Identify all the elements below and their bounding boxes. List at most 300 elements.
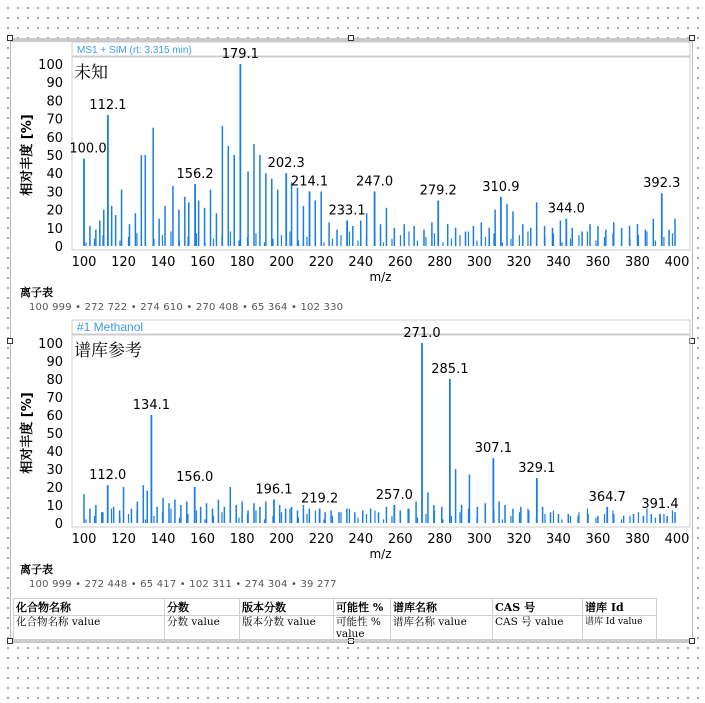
spectrum-peak-labeled xyxy=(239,64,241,246)
spectrum-peak xyxy=(666,516,668,523)
spectrum-peak xyxy=(180,505,182,523)
y-axis-label: 相对丰度 [%] xyxy=(20,114,35,196)
spectrum-peak xyxy=(349,509,350,523)
x-tick-label: 380 xyxy=(625,255,650,270)
spectrum-peak xyxy=(291,182,293,246)
spectrum-peak xyxy=(451,239,452,246)
spectrum-peak xyxy=(218,500,220,523)
spectrum-peak xyxy=(196,233,197,246)
spectrum-peak-labeled xyxy=(565,219,567,246)
spectrum-peak xyxy=(646,231,647,246)
spectrum-peak xyxy=(281,512,282,523)
spectrum-peak xyxy=(366,237,367,246)
peak-label: 279.2 xyxy=(419,183,457,199)
spectrum-peak xyxy=(168,503,170,523)
spectrum-peak xyxy=(145,242,146,246)
column-header[interactable]: 化合物名称 xyxy=(14,599,165,616)
spectrum-peak xyxy=(455,469,457,523)
table-cell: CAS 号 value xyxy=(493,616,583,641)
spectrum-peak xyxy=(113,507,115,523)
spectrum-peak xyxy=(434,233,435,246)
x-axis-label: m/z xyxy=(369,270,392,284)
spectrum-peak xyxy=(621,519,622,523)
spectrum-peak xyxy=(558,514,560,523)
spectrum-peak xyxy=(370,509,372,523)
table-cell: 可能性 % value xyxy=(334,616,391,641)
y-tick-label: 40 xyxy=(46,445,63,460)
spectrum-peak xyxy=(459,512,460,523)
spectrum-peak-labeled xyxy=(309,191,311,246)
spectrum-peak xyxy=(623,516,625,523)
spectrum-peak xyxy=(383,242,384,246)
spectrum-peak-labeled xyxy=(107,115,109,246)
column-header[interactable]: 分数 xyxy=(165,599,240,616)
spectrum-peak xyxy=(451,516,452,523)
spectrum-peak xyxy=(468,231,469,246)
spectrum-peak xyxy=(89,509,91,523)
spectrum-peak xyxy=(352,226,354,246)
spectrum-peak xyxy=(264,519,265,523)
spectrum-peak xyxy=(459,235,460,246)
spectrum-peak xyxy=(309,509,311,523)
spectrum-peak xyxy=(119,241,120,246)
spectrum-peak xyxy=(153,516,154,523)
spectrum-peak xyxy=(612,510,613,523)
spectrum-peak xyxy=(488,228,490,246)
spectrum-peak xyxy=(210,190,212,246)
spectrum-peak xyxy=(380,224,382,246)
spectrum-peak xyxy=(522,224,524,246)
spectrum-peak xyxy=(655,518,656,523)
spectrum-peak xyxy=(651,514,653,523)
y-tick-label: 50 xyxy=(46,149,63,164)
x-tick-label: 360 xyxy=(585,255,611,270)
spectrum-peak xyxy=(595,241,596,246)
peak-label: 112.1 xyxy=(89,97,127,113)
spectrum-peak xyxy=(415,501,417,523)
spectrum-peak xyxy=(476,518,477,523)
spectrum-peak-labeled xyxy=(421,343,423,523)
spectrum-peak xyxy=(442,519,443,523)
resize-handle-bottom-right[interactable] xyxy=(689,638,695,644)
spectrum-peak xyxy=(645,230,647,246)
spectrum-peak xyxy=(527,231,528,246)
spectrum-peak xyxy=(121,190,123,246)
spectrum-peak xyxy=(504,505,506,523)
spectrum-peak xyxy=(542,507,544,523)
spectrum-peak xyxy=(587,231,588,246)
spectrum-peak xyxy=(595,518,596,523)
y-tick-label: 60 xyxy=(46,409,63,424)
spectrum-peak xyxy=(158,219,160,246)
x-tick-label: 400 xyxy=(664,255,690,270)
spectrum-peak xyxy=(561,242,562,246)
x-tick-label: 400 xyxy=(664,532,690,547)
peak-label: 156.2 xyxy=(176,167,214,183)
spectrum-peak xyxy=(536,241,537,246)
ion-table-values: 100 999 • 272 722 • 274 610 • 270 408 • 65 364 • 102 330 xyxy=(29,302,344,313)
spectrum-peak xyxy=(668,230,670,246)
spectrum-peak xyxy=(655,241,656,246)
peak-label: 391.4 xyxy=(641,497,679,512)
peak-label: 364.7 xyxy=(588,489,626,505)
spectrum-peak-labeled xyxy=(659,514,661,523)
spectrum-peak xyxy=(179,241,180,246)
x-tick-label: 320 xyxy=(506,255,532,270)
spectrum-peak xyxy=(455,228,457,246)
spectrum-peak xyxy=(247,171,249,246)
column-header[interactable]: 版本分数 xyxy=(240,599,334,616)
spectrum-peak xyxy=(550,512,552,523)
spectrum-peak xyxy=(354,512,356,523)
spectrum-peak xyxy=(306,514,307,523)
x-tick-label: 300 xyxy=(466,532,492,547)
spectrum-peak xyxy=(349,231,350,246)
spectrum-peak xyxy=(512,211,514,246)
spectrum-peak xyxy=(153,239,154,246)
spectrum-peak-labeled xyxy=(107,485,109,523)
spectrum-peak xyxy=(186,501,188,523)
spectrum-peak xyxy=(162,512,163,523)
column-header[interactable]: CAS 号 xyxy=(493,599,583,616)
spectrum-peak xyxy=(281,235,282,246)
spectrum-peak xyxy=(519,512,520,523)
spectrum-peak xyxy=(135,213,137,246)
unknown-spectrum-chart xyxy=(0,40,705,290)
y-tick-label: 20 xyxy=(46,203,63,219)
spectrum-peak xyxy=(233,155,235,246)
spectrum-peak xyxy=(111,509,112,523)
spectrum-peak xyxy=(323,242,324,246)
spectrum-peak xyxy=(136,510,137,523)
spectrum-peak xyxy=(383,519,384,523)
y-tick-label: 100 xyxy=(38,337,63,352)
spectrum-peak xyxy=(604,514,605,523)
spectrum-peak xyxy=(570,516,571,523)
spectrum-peak xyxy=(400,512,401,523)
spectrum-peak xyxy=(85,242,86,246)
spectrum-peak xyxy=(247,514,248,523)
spectrum-peak xyxy=(247,237,248,246)
y-tick-label: 90 xyxy=(46,355,63,370)
spectrum-peak xyxy=(328,222,330,246)
spectrum-peak xyxy=(481,222,483,246)
spectrum-peak xyxy=(346,509,348,523)
x-tick-label: 300 xyxy=(466,255,492,270)
spectrum-peak xyxy=(633,514,635,523)
spectrum-peak-labeled xyxy=(194,487,196,523)
spectrum-peak xyxy=(272,239,273,246)
spectrum-peak xyxy=(164,206,166,246)
x-axis-label: m/z xyxy=(369,547,392,561)
spectrum-peak xyxy=(187,514,188,523)
spectrum-peak xyxy=(119,518,120,523)
spectrum-peak-labeled xyxy=(273,500,275,523)
x-tick-label: 240 xyxy=(348,255,374,270)
spectrum-peak xyxy=(221,512,222,523)
spectrum-peak xyxy=(386,507,388,523)
spectrum-peak-labeled xyxy=(319,509,321,523)
x-tick-label: 340 xyxy=(545,532,571,547)
library-spectrum-chart xyxy=(0,318,705,568)
y-tick-label: 10 xyxy=(46,221,63,237)
spectrum-peak xyxy=(605,230,607,246)
spectrum-peak xyxy=(230,231,231,246)
peak-label: 196.1 xyxy=(255,482,293,498)
y-tick-label: 30 xyxy=(46,185,63,201)
spectrum-peak xyxy=(102,512,103,523)
spectrum-peak xyxy=(279,505,281,523)
spectrum-peak-labeled xyxy=(492,458,494,523)
spectrum-peak xyxy=(340,512,341,523)
spectrum-peak xyxy=(315,510,316,523)
y-tick-label: 80 xyxy=(46,94,63,110)
spectrum-peak-labeled xyxy=(500,197,502,246)
spectrum-peak xyxy=(264,242,265,246)
spectrum-peak xyxy=(213,239,214,246)
spectrum-peak xyxy=(141,155,143,246)
spectrum-peak xyxy=(128,514,129,523)
spectrum-peak xyxy=(298,241,299,246)
spectrum-peak xyxy=(204,208,206,246)
spectrum-peak xyxy=(431,222,433,246)
spectrum-peak xyxy=(131,509,133,523)
spectrum-peak xyxy=(204,242,205,246)
spectrum-peak xyxy=(597,226,599,246)
spectrum-peak xyxy=(612,233,613,246)
spectrum-peak xyxy=(101,512,103,523)
spectrum-peak-labeled xyxy=(374,191,376,246)
peak-label: 344.0 xyxy=(547,201,585,217)
chart-header-label: MS1 + SIM (rt: 3.315 min) xyxy=(77,45,192,56)
peak-label: 247.0 xyxy=(355,174,394,190)
spectrum-peak xyxy=(89,226,91,246)
spectrum-peak xyxy=(366,514,367,523)
spectrum-peak xyxy=(425,237,426,246)
spectrum-peak xyxy=(493,233,494,246)
x-tick-label: 260 xyxy=(387,255,413,270)
spectrum-peak xyxy=(238,518,239,523)
spectrum-peak xyxy=(306,237,307,246)
spectrum-peak xyxy=(216,213,218,246)
spectrum-peak xyxy=(170,231,171,246)
spectrum-peak xyxy=(143,485,145,523)
spectrum-peak xyxy=(520,507,522,523)
spectrum-peak xyxy=(238,241,239,246)
spectrum-peak xyxy=(259,507,261,523)
spectrum-peak xyxy=(476,241,477,246)
chart-header-bar xyxy=(72,320,690,334)
spectrum-peak xyxy=(235,505,237,523)
peak-label: 134.1 xyxy=(132,398,171,413)
y-tick-label: 10 xyxy=(46,499,63,514)
x-tick-label: 380 xyxy=(625,532,650,547)
spectrum-peak xyxy=(338,512,340,523)
spectrum-peak-labeled xyxy=(449,379,451,523)
spectrum-peak-labeled xyxy=(606,507,608,523)
spectrum-peak xyxy=(204,519,205,523)
x-tick-label: 360 xyxy=(585,532,611,547)
peak-label: 100.0 xyxy=(69,141,107,157)
spectrum-peak xyxy=(241,501,243,523)
spectrum-peak xyxy=(330,510,332,523)
spectrum-peak xyxy=(423,230,425,246)
spectrum-peak xyxy=(206,503,208,523)
spectrum-peak xyxy=(561,519,562,523)
spectrum-peak xyxy=(461,505,463,523)
spectrum-peak xyxy=(638,512,639,523)
spectrum-peak xyxy=(324,512,326,523)
spectrum-peak xyxy=(360,221,362,246)
spectrum-peak xyxy=(581,231,583,246)
spectrum-peak xyxy=(570,239,571,246)
peak-label: 257.0 xyxy=(375,488,413,503)
spectrum-peak xyxy=(519,235,520,246)
spectrum-peak xyxy=(332,516,333,523)
spectrum-peak xyxy=(277,190,279,246)
spectrum-peak-labeled xyxy=(285,173,287,246)
spectrum-peak xyxy=(123,487,125,523)
spectrum-peak-labeled xyxy=(536,478,538,523)
spectrum-peak xyxy=(200,507,202,523)
spectrum-peak xyxy=(172,186,174,246)
column-header[interactable]: 谱库 Id xyxy=(583,599,657,616)
spectrum-peak xyxy=(434,510,435,523)
peak-label: 179.1 xyxy=(221,47,259,62)
spectrum-peak xyxy=(674,512,676,523)
spectrum-peak xyxy=(228,146,230,246)
spectrum-peak xyxy=(357,518,358,523)
spectrum-peak xyxy=(303,505,305,523)
spectrum-peak xyxy=(196,510,197,523)
spectrum-peak xyxy=(663,514,664,523)
spectrum-peak xyxy=(417,518,418,523)
spectrum-peak xyxy=(527,509,528,523)
spectrum-peak xyxy=(560,221,562,246)
spectrum-peak xyxy=(94,239,95,246)
spectrum-peak xyxy=(332,239,333,246)
spectrum-peak xyxy=(147,491,149,523)
spectrum-peak xyxy=(442,242,443,246)
x-tick-label: 220 xyxy=(308,532,334,547)
spectrum-peak xyxy=(391,516,392,523)
spectrum-peak xyxy=(255,510,256,523)
x-tick-label: 280 xyxy=(427,255,453,270)
search-results-table xyxy=(13,598,657,641)
x-tick-label: 120 xyxy=(111,532,136,547)
spectrum-peak xyxy=(128,237,129,246)
spectrum-peak-labeled xyxy=(346,221,348,246)
spectrum-peak xyxy=(413,226,415,246)
spectrum-peak xyxy=(417,241,418,246)
x-tick-label: 140 xyxy=(150,532,176,547)
table-cell: 谱库 Id value xyxy=(583,616,657,641)
table-row[interactable] xyxy=(14,616,657,641)
spectrum-peak xyxy=(170,509,171,523)
spectrum-peak xyxy=(265,501,267,523)
spectrum-peak xyxy=(230,509,231,523)
y-tick-label: 30 xyxy=(46,463,63,478)
spectrum-peak xyxy=(544,514,545,523)
spectrum-peak xyxy=(568,514,570,523)
spectrum-peak xyxy=(224,507,226,523)
x-tick-label: 200 xyxy=(269,255,295,270)
column-header[interactable]: 可能性 % xyxy=(334,599,391,616)
chart-title: 谱库参考 xyxy=(74,341,142,361)
spectrum-peak xyxy=(400,235,401,246)
spectrum-peak xyxy=(222,126,224,246)
x-tick-label: 220 xyxy=(308,255,334,270)
chart-header-label: #1 Methanol xyxy=(77,320,144,334)
spectrum-peak xyxy=(553,510,554,523)
peak-label: 329.1 xyxy=(518,461,556,476)
spectrum-peak-labeled xyxy=(151,415,153,523)
spectrum-peak xyxy=(111,231,112,246)
spectrum-peak xyxy=(336,230,338,246)
spectrum-peak xyxy=(604,237,605,246)
x-tick-label: 180 xyxy=(229,532,255,547)
y-tick-label: 100 xyxy=(38,58,63,73)
spectrum-peak-labeled xyxy=(661,193,663,246)
spectrum-peak xyxy=(95,230,97,246)
spectrum-peak xyxy=(136,233,137,246)
spectrum-peak xyxy=(530,228,532,246)
peak-label: 392.3 xyxy=(643,176,681,192)
peak-label: 156.0 xyxy=(176,470,214,485)
spectrum-peak xyxy=(663,237,664,246)
spectrum-peak xyxy=(403,224,405,246)
spectrum-peak xyxy=(597,516,599,523)
x-tick-label: 160 xyxy=(190,255,216,270)
spectrum-peak-labeled xyxy=(194,184,196,246)
spectrum-peak xyxy=(271,179,273,246)
spectrum-peak xyxy=(672,233,673,246)
spectrum-peak xyxy=(510,239,511,246)
spectrum-peak xyxy=(297,188,299,246)
spectrum-peak xyxy=(315,233,316,246)
table-cell: 分数 value xyxy=(165,616,240,641)
column-header[interactable]: 谱库名称 xyxy=(391,599,493,616)
y-axis-label: 相对丰度 [%] xyxy=(20,392,35,474)
spectrum-peak xyxy=(589,224,591,246)
spectrum-peak xyxy=(468,509,469,523)
spectrum-peak xyxy=(259,155,261,246)
ion-table-title: 离子表 xyxy=(20,286,53,299)
spectrum-peak xyxy=(629,516,630,523)
peak-label: 307.1 xyxy=(474,441,512,457)
table-cell: 谱库名称 value xyxy=(391,616,493,641)
x-tick-label: 280 xyxy=(427,532,453,547)
spectrum-peak xyxy=(253,503,255,523)
spectrum-peak xyxy=(536,202,538,246)
spectrum-peak xyxy=(378,512,380,523)
spectrum-peak xyxy=(102,235,103,246)
spectrum-peak xyxy=(578,512,579,523)
ion-table-values: 100 999 • 272 448 • 65 417 • 102 311 • 274 304 • 39 277 xyxy=(29,579,337,590)
spectrum-peak xyxy=(441,507,443,523)
spectrum-peak xyxy=(145,155,147,246)
spectrum-peak xyxy=(473,226,475,246)
spectrum-peak xyxy=(255,233,256,246)
chart-title: 未知 xyxy=(74,63,108,83)
spectrum-peak xyxy=(115,215,117,246)
y-tick-label: 70 xyxy=(46,112,63,128)
spectrum-peak xyxy=(99,221,101,246)
peak-label: 233.1 xyxy=(328,203,366,219)
peak-label: 112.0 xyxy=(89,468,127,484)
spectrum-peak xyxy=(298,518,299,523)
spectrum-peak xyxy=(145,519,146,523)
